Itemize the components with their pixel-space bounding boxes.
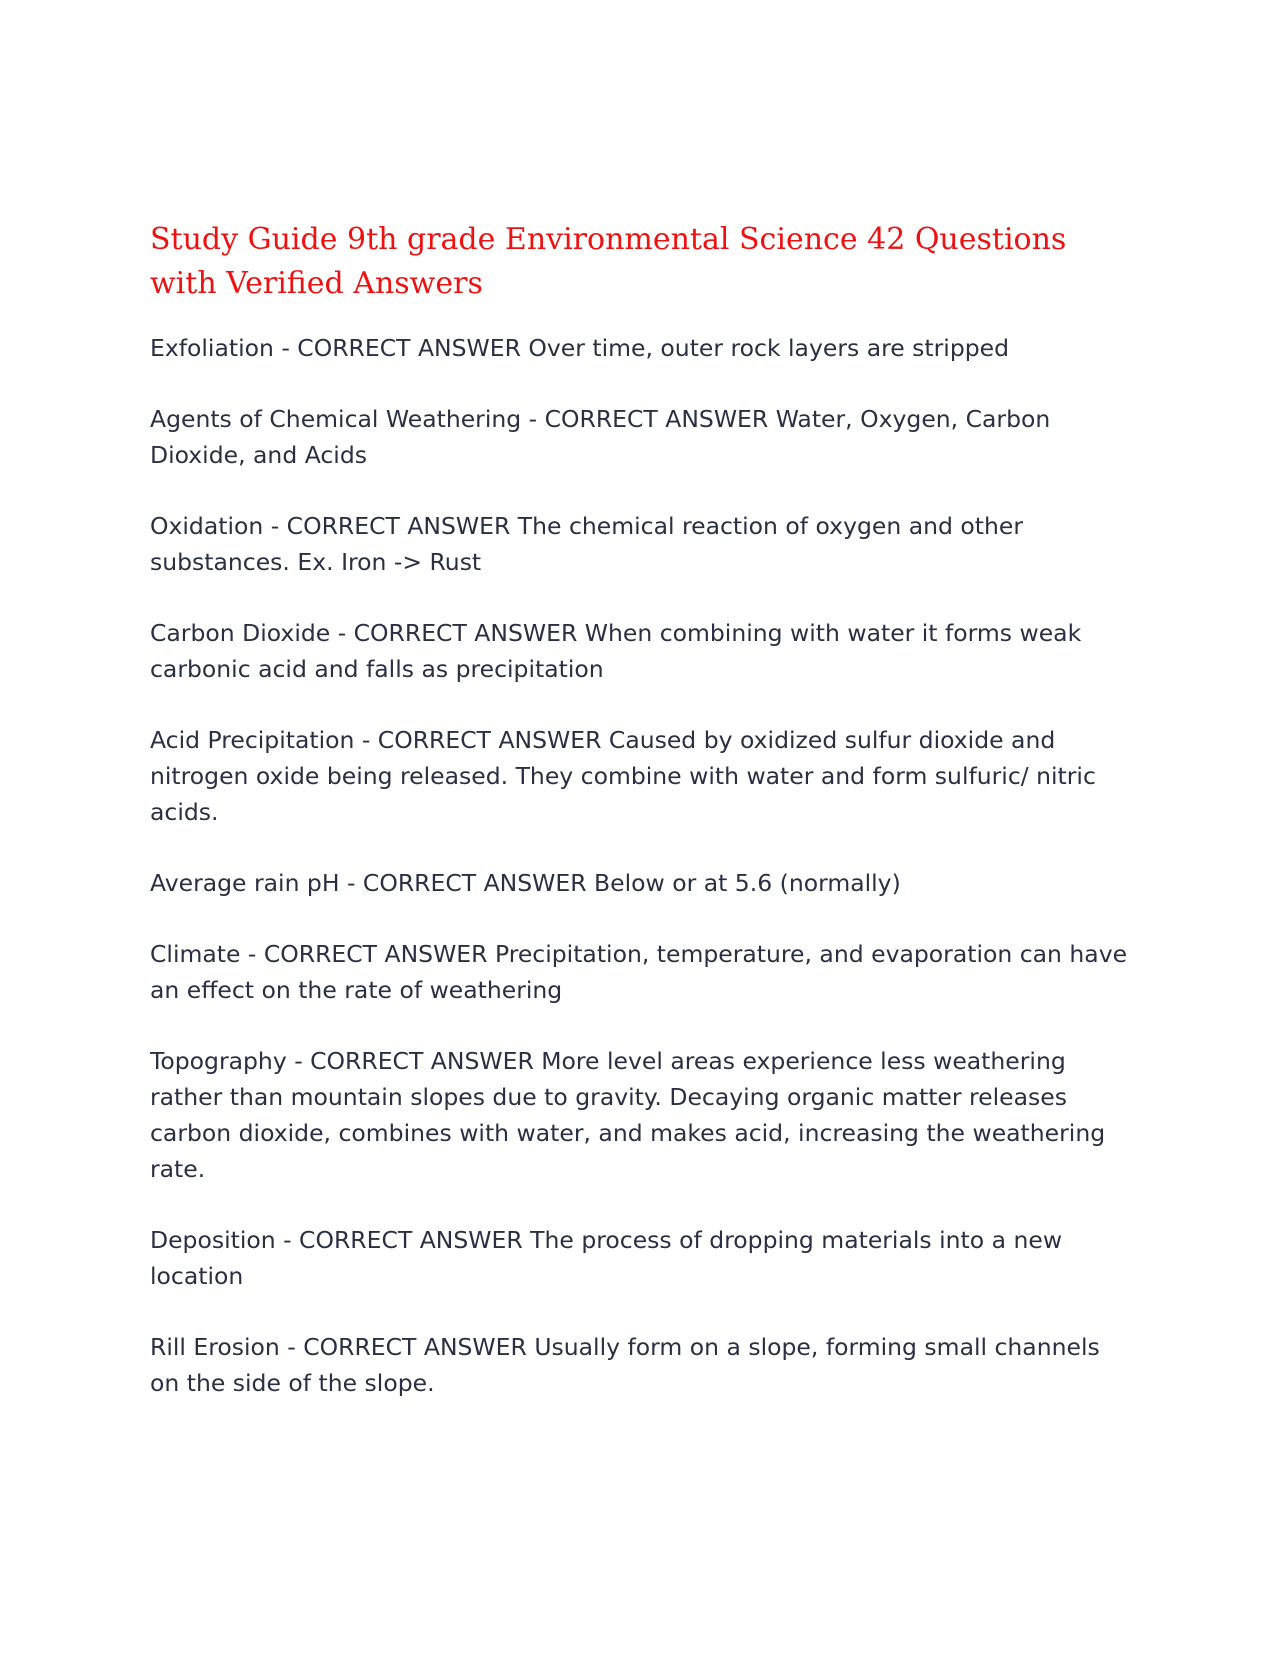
qa-item-average-rain-ph: Average rain pH - CORRECT ANSWER Below or at 5.6 (normally) — [150, 869, 901, 897]
document-content — [150, 218, 1130, 1436]
qa-item-climate: Climate - CORRECT ANSWER Precipitation, temperature, and evaporation can have an effect on the rate of weathering — [150, 940, 1128, 1004]
qa-item-agents-of-chemical-weathering: Agents of Chemical Weathering - CORRECT ANSWER Water, Oxygen, Carbon Dioxide, and Acids — [150, 405, 1051, 469]
qa-item-carbon-dioxide: Carbon Dioxide - CORRECT ANSWER When combining with water it forms weak carbonic acid and falls as precipitation — [150, 619, 1082, 683]
qa-item-rill-erosion: Rill Erosion - CORRECT ANSWER Usually form on a slope, forming small channels on the side of the slope. — [150, 1333, 1100, 1397]
document-title: Study Guide 9th grade Environmental Science 42 Questions with Verified Answers — [150, 222, 1067, 301]
qa-item-exfoliation: Exfoliation - CORRECT ANSWER Over time, outer rock layers are stripped — [150, 334, 1010, 362]
qa-item-acid-precipitation: Acid Precipitation - CORRECT ANSWER Caused by oxidized sulfur dioxide and nitrogen oxide being released. They combine with water and form sulfuric/ nitric acids. — [150, 726, 1096, 826]
qa-item-oxidation: Oxidation - CORRECT ANSWER The chemical reaction of oxygen and other substances. Ex. Iron -> Rust — [150, 512, 1023, 576]
qa-item-deposition: Deposition - CORRECT ANSWER The process of dropping materials into a new location — [150, 1226, 1063, 1290]
qa-item-topography: Topography - CORRECT ANSWER More level areas experience less weathering rather than mountain slopes due to gravity. Decaying organic matter releases carbon dioxide, combines with water, and makes acid, increasing the weathering rate. — [150, 1047, 1106, 1183]
